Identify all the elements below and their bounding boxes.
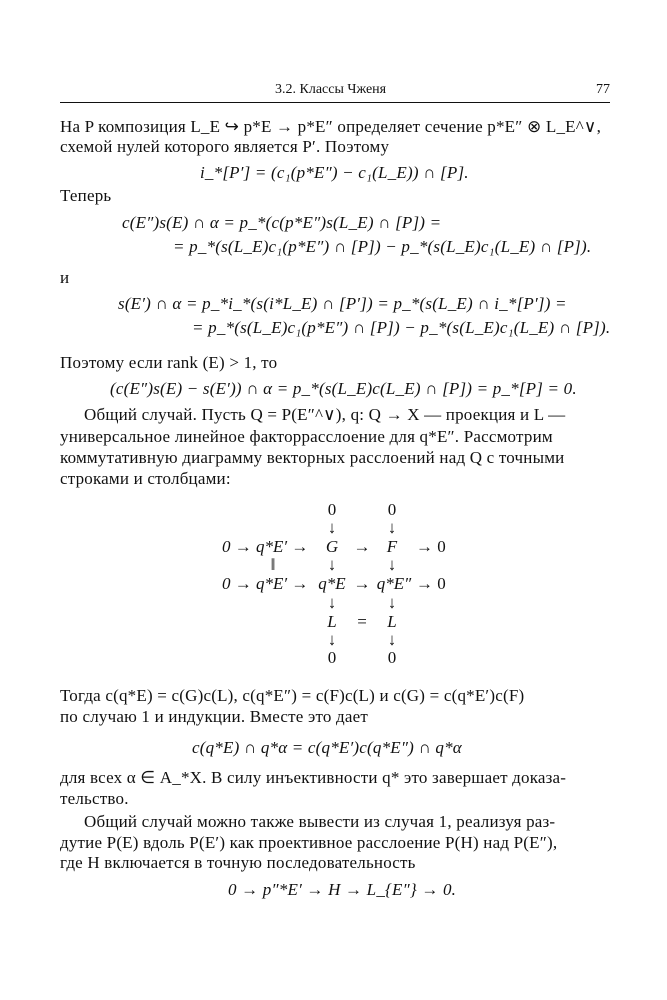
diagram-L-right: L xyxy=(387,612,397,631)
text-line-5: Поэтому если rank (E) > 1, то xyxy=(60,353,278,372)
equation-1: i_*[P′] = (c₁(p*E″) − c₁(L_E)) ∩ [P]. xyxy=(200,163,469,182)
diagram-equal-vertical: ‖ xyxy=(270,555,276,574)
diagram-G: G xyxy=(325,537,339,556)
diagram-zero-top-g: 0 xyxy=(327,500,337,519)
diagram-L-left: L xyxy=(327,612,337,631)
diagram-arrow-right-gf: → xyxy=(353,537,371,556)
text-line-2: схемой нулей которого является P′. Поэтому xyxy=(60,137,390,156)
diagram-row2-left: 0 → q*E′ → xyxy=(222,574,309,593)
equation-4: (c(E″)s(E) − s(E′)) ∩ α = p_*(s(L_E)c(L_E) ∩ [P]) = p_*[P] = 0. xyxy=(110,379,577,398)
diagram-F: F xyxy=(386,537,398,556)
text-line-8: коммутативную диаграмму векторных расслоений над Q с точными xyxy=(60,448,565,467)
equation-3b: = p_*(s(L_E)c₁(p*E″) ∩ [P]) − p_*(s(L_E)c₁(L_E) ∩ [P]). xyxy=(192,318,611,337)
diagram-qE: q*E xyxy=(318,574,346,593)
text-line-7: универсальное линейное факторрасслоение для q*E″. Рассмотрим xyxy=(60,427,553,446)
diagram-arrow-down-2: ↓ xyxy=(387,518,397,537)
equation-5: c(q*E) ∩ q*α = c(q*E′)c(q*E″) ∩ q*α xyxy=(192,738,462,757)
text-line-13: тельство. xyxy=(60,789,129,808)
text-line-16: где H включается в точную последовательность xyxy=(60,853,416,872)
diagram-arrow-right-qe: → xyxy=(353,574,371,593)
text-line-1: На P композиция L_E ↪ p*E → p*E″ определяет сечение p*E″ ⊗ L_E^∨, xyxy=(60,117,602,136)
diagram-arrow-down-4: ↓ xyxy=(387,555,397,574)
diagram-zero-bottom-r: 0 xyxy=(387,648,397,667)
text-line-11: по случаю 1 и индукции. Вместе это дает xyxy=(60,707,368,726)
diagram-zero-top-f: 0 xyxy=(387,500,397,519)
text-line-4: и xyxy=(60,268,70,287)
text-line-9: строками и столбцами: xyxy=(60,469,231,488)
equation-2b: = p_*(s(L_E)c₁(p*E″) ∩ [P]) − p_*(s(L_E)c₁(L_E) ∩ [P]). xyxy=(173,237,592,256)
diagram-zero-bottom-l: 0 xyxy=(327,648,337,667)
diagram-row2-right: → 0 xyxy=(416,574,446,593)
section-title: 3.2. Классы Чженя xyxy=(275,82,387,97)
text-line-6: Общий случай. Пусть Q = P(E″^∨), q: Q → X — проекция и L — xyxy=(84,405,566,424)
text-line-10: Тогда c(q*E) = c(G)c(L), c(q*E″) = c(F)c(L) и c(G) = c(q*E′)c(F) xyxy=(60,686,525,705)
diagram-arrow-down-7: ↓ xyxy=(327,630,337,649)
diagram-arrow-down-6: ↓ xyxy=(387,593,397,612)
diagram-arrow-down-3: ↓ xyxy=(327,555,337,574)
text-line-12: для всех α ∈ A_*X. В силу инъективности q* это завершает доказа- xyxy=(60,768,567,787)
page-number: 77 xyxy=(596,82,610,97)
running-header xyxy=(60,82,610,103)
text-line-3: Теперь xyxy=(60,186,112,205)
diagram-equal: = xyxy=(357,612,367,631)
diagram-arrow-down-1: ↓ xyxy=(327,518,337,537)
diagram-row1-right: → 0 xyxy=(416,537,446,556)
equation-2a: c(E″)s(E) ∩ α = p_*(c(p*E″)s(L_E) ∩ [P]) = xyxy=(122,213,442,232)
text-line-14: Общий случай можно также вывести из случая 1, реализуя раз- xyxy=(84,812,556,831)
diagram-arrow-down-5: ↓ xyxy=(327,593,337,612)
equation-6: 0 → p″*E′ → H → L_{E″} → 0. xyxy=(228,880,457,899)
diagram-arrow-down-8: ↓ xyxy=(387,630,397,649)
diagram-qE2: q*E″ xyxy=(376,574,412,593)
diagram-row1-left: 0 → q*E′ → xyxy=(222,537,309,556)
equation-3a: s(E′) ∩ α = p_*i_*(s(i*L_E) ∩ [P′]) = p_*(s(L_E) ∩ i_*[P′]) = xyxy=(118,294,567,313)
text-line-15: дутие P(E) вдоль P(E′) как проективное расслоение P(H) над P(E″), xyxy=(60,833,558,852)
